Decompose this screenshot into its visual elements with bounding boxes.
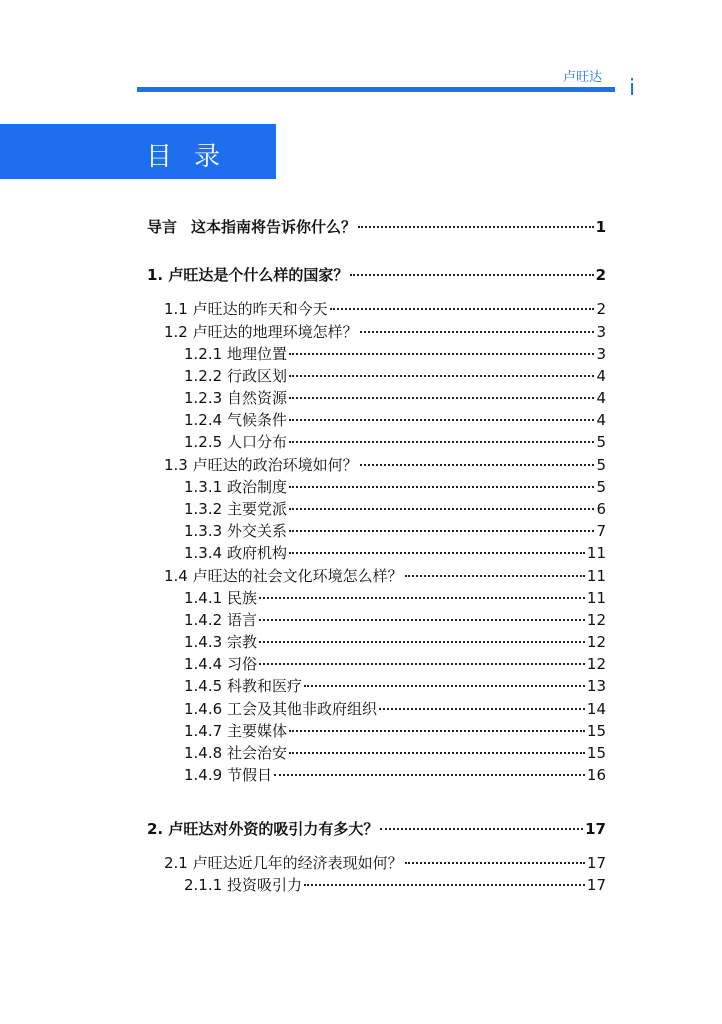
dot-leader <box>259 597 585 599</box>
toc-entry-page: 7 <box>596 522 606 540</box>
toc-entry-page: 11 <box>586 567 606 585</box>
dot-leader <box>259 619 585 621</box>
toc-entry[interactable] <box>184 431 606 453</box>
toc-entry-number: 1.2.4 <box>184 411 223 429</box>
toc-entry-number: 1.2 <box>164 323 188 341</box>
toc-entry[interactable] <box>184 409 606 431</box>
toc-entry-page: 4 <box>596 367 606 385</box>
toc-entry-title: 卢旺达的社会文化环境怎么样？ <box>192 567 403 585</box>
dot-leader <box>274 774 585 776</box>
dot-leader <box>289 730 585 732</box>
toc-entry-title: 工会及其他非政府组织 <box>226 700 377 718</box>
toc-entry-title: 习俗 <box>226 655 257 673</box>
toc-entry-title: 投资吸引力 <box>226 876 302 894</box>
dot-leader <box>289 508 594 510</box>
toc-entry-page: 2 <box>596 300 606 318</box>
toc-entry-title: 行政区划 <box>226 367 287 385</box>
toc-entry-title: 语言 <box>226 611 257 629</box>
toc-entry-number: 1.4.6 <box>184 700 223 718</box>
toc-entry-page: 5 <box>596 478 606 496</box>
toc-entry-page: 5 <box>596 456 606 474</box>
dot-leader <box>259 663 585 665</box>
toc-entry-number: 1.3.3 <box>184 522 223 540</box>
dot-leader <box>360 331 595 333</box>
toc-entry-number: 1.2.2 <box>184 367 223 385</box>
toc-entry[interactable] <box>184 498 606 520</box>
toc-entry-title: 卢旺达的地理环境怎样？ <box>192 323 358 341</box>
toc-entry-number: 1.2.3 <box>184 389 223 407</box>
toc-entry-page: 12 <box>586 655 606 673</box>
toc-entry[interactable] <box>184 365 606 387</box>
toc-entry[interactable] <box>184 698 606 720</box>
toc-entry-page: 4 <box>596 389 606 407</box>
toc-entry-page: 6 <box>596 500 606 518</box>
dot-leader <box>330 308 595 310</box>
toc-entry-page: 17 <box>586 854 606 872</box>
toc-entry-title: 卢旺达近几年的经济表现如何？ <box>192 854 403 872</box>
running-header-title: 卢旺达 <box>562 70 602 85</box>
toc-entry[interactable] <box>184 653 606 675</box>
toc-entry-title: 气候条件 <box>226 411 287 429</box>
toc-entry-page: 17 <box>585 820 606 838</box>
toc-entry-title: 卢旺达是个什么样的国家？ <box>168 266 349 284</box>
toc-entry-page: 3 <box>596 345 606 363</box>
toc-entry-title: 外交关系 <box>226 522 287 540</box>
toc-entry[interactable] <box>184 587 606 609</box>
dot-leader <box>304 685 585 687</box>
toc-entry[interactable] <box>184 387 606 409</box>
toc-entry-number: 1.4.4 <box>184 655 223 673</box>
toc-entry[interactable] <box>164 565 606 587</box>
toc-entry-number: 1.2.1 <box>184 345 223 363</box>
toc-entry-page: 11 <box>586 544 606 562</box>
dot-leader <box>289 441 594 443</box>
toc-entry-title: 自然资源 <box>226 389 287 407</box>
toc-entry[interactable] <box>184 609 606 631</box>
toc-entry-title: 卢旺达的昨天和今天 <box>192 300 328 318</box>
toc-entry-number: 1.4.3 <box>184 633 223 651</box>
toc-entry-title: 政治制度 <box>226 478 287 496</box>
toc-entry[interactable] <box>164 454 606 476</box>
toc-entry-title: 卢旺达对外资的吸引力有多大？ <box>168 820 379 838</box>
toc-entry[interactable] <box>147 216 606 238</box>
dot-leader <box>379 708 585 710</box>
dot-leader <box>289 353 594 355</box>
dot-leader <box>380 828 583 830</box>
toc-entry-page: 16 <box>586 766 606 784</box>
toc-entry[interactable] <box>184 520 606 542</box>
dot-leader <box>304 884 585 886</box>
toc-entry[interactable] <box>184 542 606 564</box>
dot-leader <box>289 552 585 554</box>
toc-entry-page: 12 <box>586 611 606 629</box>
toc-entry-number: 1.4.1 <box>184 589 223 607</box>
toc-entry-page: 11 <box>586 589 606 607</box>
toc-entry-number: 1.4.5 <box>184 677 223 695</box>
toc-entry-title: 卢旺达的政治环境如何？ <box>192 456 358 474</box>
toc-entry[interactable] <box>184 742 606 764</box>
toc-entry[interactable] <box>184 476 606 498</box>
toc-entry[interactable] <box>184 874 606 896</box>
toc-entry-number: 1.4.8 <box>184 744 223 762</box>
toc-entry[interactable] <box>184 764 606 786</box>
toc-entry[interactable] <box>184 343 606 365</box>
toc-entry-title: 节假日 <box>226 766 272 784</box>
toc-entry-number: 1.2.5 <box>184 433 223 451</box>
toc-entry-page: 17 <box>586 876 606 894</box>
toc-entry-title: 主要媒体 <box>226 722 287 740</box>
dot-leader <box>358 226 594 228</box>
toc-entry-number: 1. <box>147 266 164 284</box>
toc-entry-title: 政府机构 <box>226 544 287 562</box>
toc-entry-title: 科教和医疗 <box>226 677 302 695</box>
dot-leader <box>360 464 595 466</box>
toc-entry-number: 1.1 <box>164 300 188 318</box>
toc-entry-number: 1.4.7 <box>184 722 223 740</box>
toc-entry-number: 2.1.1 <box>184 876 223 894</box>
toc-entry[interactable] <box>164 298 606 320</box>
toc-entry-page: 3 <box>596 323 606 341</box>
toc-entry-number: 1.3 <box>164 456 188 474</box>
dot-leader <box>350 274 593 276</box>
toc-entry-title: 主要党派 <box>226 500 287 518</box>
toc-entry-page: 5 <box>596 433 606 451</box>
dot-leader <box>289 397 594 399</box>
dot-leader <box>289 419 594 421</box>
toc-entry[interactable] <box>164 852 606 874</box>
toc-entry[interactable] <box>184 631 606 653</box>
toc-title: 目录 <box>146 142 243 172</box>
toc-entry-title: 民族 <box>226 589 257 607</box>
toc-entry-page: 15 <box>586 722 606 740</box>
toc-entry-number: 1.4.9 <box>184 766 223 784</box>
dot-leader <box>289 530 594 532</box>
toc-entry-page: 4 <box>596 411 606 429</box>
toc-entry[interactable] <box>164 321 606 343</box>
toc-entry-page: 14 <box>586 700 606 718</box>
dot-leader <box>405 575 585 577</box>
toc-entry-title: 地理位置 <box>226 345 287 363</box>
dot-leader <box>259 641 585 643</box>
toc-entry-page: 12 <box>586 633 606 651</box>
toc-entry-number: 2. <box>147 820 164 838</box>
toc-entry-title: 这本指南将告诉你什么？ <box>191 218 357 236</box>
dot-leader <box>289 375 594 377</box>
toc-entry-number: 1.4.2 <box>184 611 223 629</box>
toc-entry-page: 13 <box>586 677 606 695</box>
toc-entry-title: 人口分布 <box>226 433 287 451</box>
toc-entry[interactable] <box>147 818 606 840</box>
page-number: i <box>629 76 636 101</box>
dot-leader <box>405 862 585 864</box>
toc-entry-title: 宗教 <box>226 633 257 651</box>
toc-entry-page: 15 <box>586 744 606 762</box>
toc-entry-page: 2 <box>595 266 606 284</box>
toc-entry[interactable] <box>184 720 606 742</box>
toc-entry-number: 1.4 <box>164 567 188 585</box>
toc-entry-page: 1 <box>595 218 606 236</box>
toc-entry-number: 导言 <box>147 218 178 236</box>
toc-entry[interactable] <box>184 675 606 697</box>
toc-entry-title: 社会治安 <box>226 744 287 762</box>
toc-entry-number: 1.3.2 <box>184 500 223 518</box>
dot-leader <box>289 486 594 488</box>
toc-entry-number: 1.3.4 <box>184 544 223 562</box>
toc-entry-number: 1.3.1 <box>184 478 223 496</box>
toc-entry[interactable] <box>147 264 606 286</box>
toc-entry-number: 2.1 <box>164 854 188 872</box>
dot-leader <box>289 752 585 754</box>
